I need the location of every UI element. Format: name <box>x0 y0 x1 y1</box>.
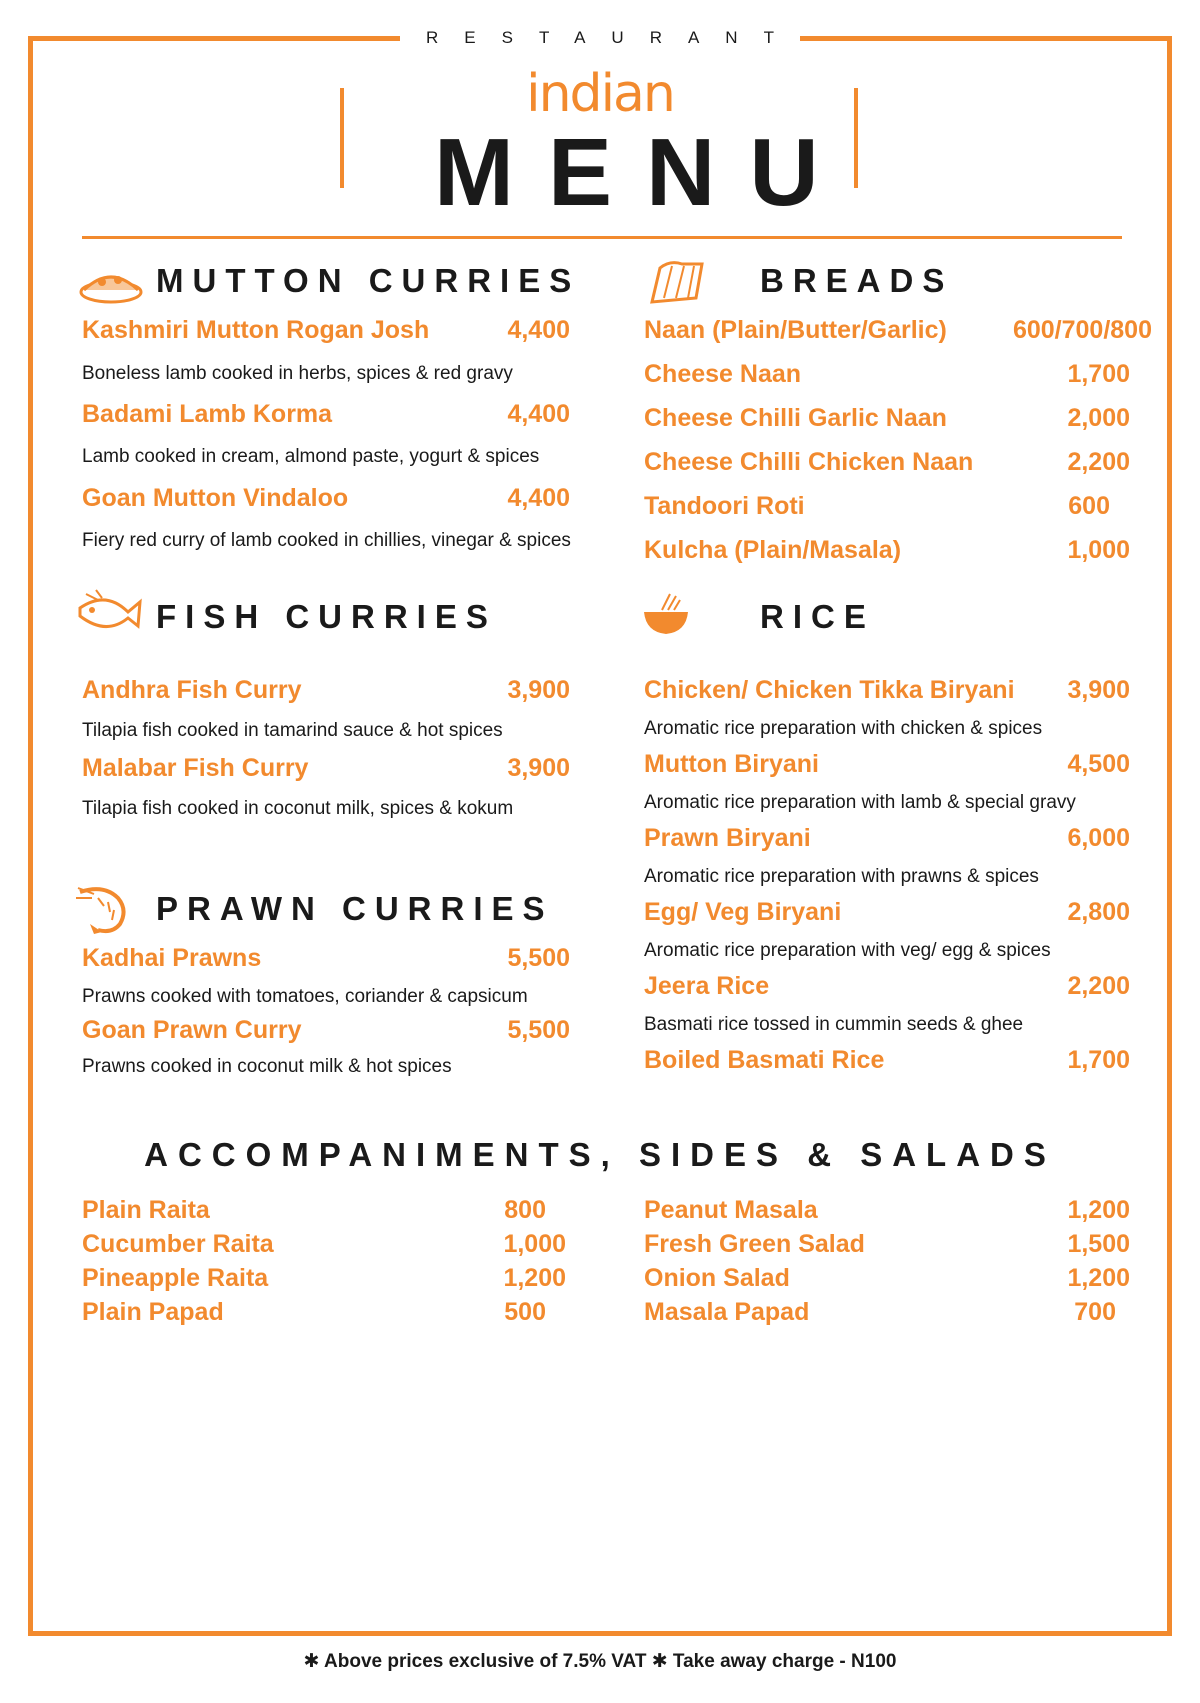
menu-item-price: 4,400 <box>507 400 570 428</box>
menu-item-name: Badami Lamb Korma <box>82 400 333 428</box>
prawn-heading: PRAWN CURRIES <box>156 890 554 927</box>
menu-item-desc: Prawns cooked with tomatoes, coriander & capsicum <box>82 986 528 1007</box>
menu-item-name: Cheese Chilli Garlic Naan <box>644 404 947 432</box>
header-divider <box>82 236 1122 239</box>
rice-heading: RICE <box>760 598 875 635</box>
menu-item-price: 600 <box>1068 492 1110 520</box>
menu-item-price: 1,200 <box>503 1264 566 1292</box>
menu-item-desc: Aromatic rice preparation with veg/ egg & spices <box>644 940 1051 961</box>
menu-item-price: 700 <box>1074 1298 1116 1326</box>
menu-item-desc: Tilapia fish cooked in tamarind sauce & hot spices <box>82 720 503 741</box>
menu-item-name: Tandoori Roti <box>644 492 805 520</box>
fish-icon <box>76 586 144 640</box>
header-right-bar <box>854 88 858 188</box>
menu-item-name: Naan (Plain/Butter/Garlic) <box>644 316 947 344</box>
menu-item-name: Cucumber Raita <box>82 1230 274 1258</box>
menu-item-name: Cheese Naan <box>644 360 802 388</box>
menu-item-name: Kashmiri Mutton Rogan Josh <box>82 316 430 344</box>
menu-item-name: Chicken/ Chicken Tikka Biryani <box>644 676 1015 704</box>
menu-item-name: Peanut Masala <box>644 1196 818 1224</box>
menu-item-desc: Aromatic rice preparation with prawns & spices <box>644 866 1039 887</box>
menu-item-price: 1,000 <box>1067 536 1130 564</box>
menu-item-price: 1,500 <box>1067 1230 1130 1258</box>
rice-bowl-icon <box>642 592 690 638</box>
menu-item-price: 1,200 <box>1067 1264 1130 1292</box>
menu-item-name: Jeera Rice <box>644 972 770 1000</box>
breads-heading: BREADS <box>760 262 954 299</box>
menu-item-price: 6,000 <box>1067 824 1130 852</box>
menu-item-price: 800 <box>504 1196 546 1224</box>
menu-item-name: Boiled Basmati Rice <box>644 1046 885 1074</box>
menu-item-price: 4,500 <box>1067 750 1130 778</box>
menu-item-price: 3,900 <box>507 754 570 782</box>
menu-item-name: Egg/ Veg Biryani <box>644 898 842 926</box>
menu-item-name: Onion Salad <box>644 1264 790 1292</box>
menu-item-price: 1,200 <box>1067 1196 1130 1224</box>
menu-item-name: Mutton Biryani <box>644 750 819 778</box>
menu-item-name: Cheese Chilli Chicken Naan <box>644 448 974 476</box>
menu-item-name: Kulcha (Plain/Masala) <box>644 536 902 564</box>
fish-heading: FISH CURRIES <box>156 598 497 635</box>
menu-item-price: 5,500 <box>507 944 570 972</box>
curry-bowl-icon <box>76 262 146 306</box>
menu-item-price: 4,400 <box>507 316 570 344</box>
menu-item-desc: Basmati rice tossed in cummin seeds & ghee <box>644 1014 1024 1035</box>
mutton-heading: MUTTON CURRIES <box>156 262 581 299</box>
menu-item-name: Masala Papad <box>644 1298 810 1326</box>
menu-item-name: Prawn Biryani <box>644 824 811 852</box>
menu-item-name: Andhra Fish Curry <box>82 676 302 704</box>
menu-item-desc: Aromatic rice preparation with chicken & spices <box>644 718 1043 739</box>
header-left-bar <box>340 88 344 188</box>
menu-item-price: 2,200 <box>1067 448 1130 476</box>
menu-item-price: 2,000 <box>1067 404 1130 432</box>
prawn-icon <box>74 884 130 936</box>
menu-item-price: 1,700 <box>1067 360 1130 388</box>
menu-item-name: Pineapple Raita <box>82 1264 269 1292</box>
restaurant-label: RESTAURANT <box>426 28 800 47</box>
menu-item-desc: Boneless lamb cooked in herbs, spices & red gravy <box>82 363 513 384</box>
menu-item-price: 1,000 <box>503 1230 566 1258</box>
bread-loaf-icon <box>646 258 708 306</box>
menu-item-desc: Lamb cooked in cream, almond paste, yogurt & spices <box>82 446 540 467</box>
menu-item-name: Goan Prawn Curry <box>82 1016 302 1044</box>
menu-item-desc: Prawns cooked in coconut milk & hot spices <box>82 1056 452 1077</box>
menu-item-price: 3,900 <box>507 676 570 704</box>
menu-item-name: Plain Raita <box>82 1196 210 1224</box>
menu-item-price: 2,200 <box>1067 972 1130 1000</box>
indian-script-title: indian <box>526 64 674 124</box>
menu-item-price: 1,700 <box>1067 1046 1130 1074</box>
menu-item-name: Kadhai Prawns <box>82 944 262 972</box>
menu-item-price: 4,400 <box>507 484 570 512</box>
menu-title: MENU <box>434 119 853 226</box>
menu-item-desc: Aromatic rice preparation with lamb & special gravy <box>644 792 1076 813</box>
menu-item-name: Fresh Green Salad <box>644 1230 865 1258</box>
menu-item-price: 2,800 <box>1067 898 1130 926</box>
menu-item-price: 5,500 <box>507 1016 570 1044</box>
menu-item-desc: Fiery red curry of lamb cooked in chillies, vinegar & spices <box>82 530 571 551</box>
menu-item-price: 3,900 <box>1067 676 1130 704</box>
menu-item-name: Malabar Fish Curry <box>82 754 309 782</box>
menu-item-price: 600/700/800 <box>1012 316 1152 344</box>
accompaniments-heading: ACCOMPANIMENTS, SIDES & SALADS <box>144 1136 1056 1173</box>
menu-item-name: Goan Mutton Vindaloo <box>82 484 349 512</box>
menu-item-price: 500 <box>504 1298 546 1326</box>
menu-item-name: Plain Papad <box>82 1298 224 1326</box>
footer-note: ✱ Above prices exclusive of 7.5% VAT ✱ Take away charge - N100 <box>303 1651 897 1672</box>
menu-item-desc: Tilapia fish cooked in coconut milk, spices & kokum <box>82 798 514 819</box>
